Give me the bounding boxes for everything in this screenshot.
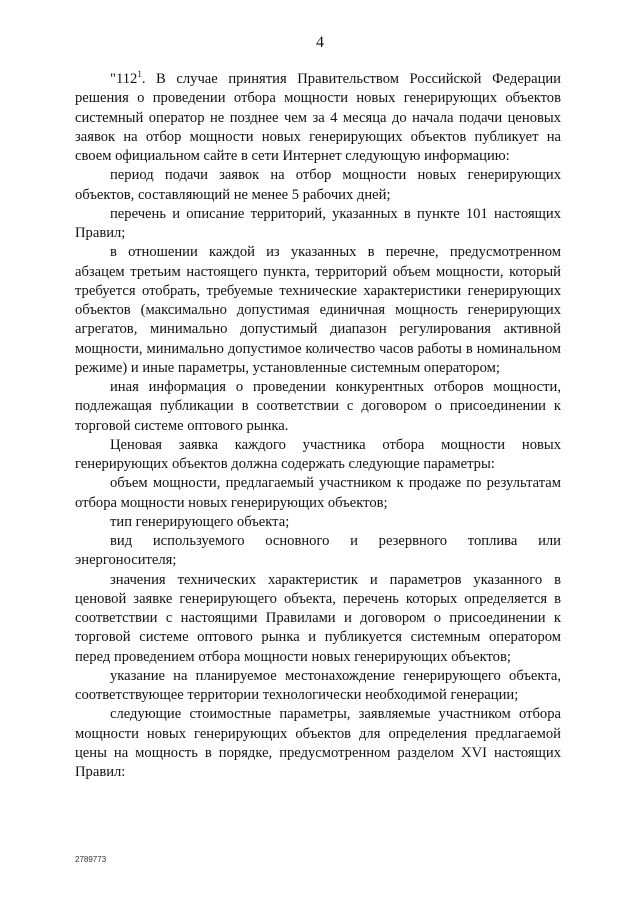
paragraph: вид используемого основного и резервного топлива или энергоносителя;	[75, 533, 561, 569]
paragraph: Ценовая заявка каждого участника отбора мощности новых генерирующих объектов должна содержать следующие параметры:	[75, 436, 561, 472]
paragraph: перечень и описание территорий, указанных в пункте 101 настоящих Правил;	[75, 205, 561, 241]
clause-superscript: 1	[137, 69, 142, 80]
paragraph: в отношении каждой из указанных в перечне, предусмотренном абзацем третьим настоящего пункта, территорий объем мощности, который требуется отобрать, требуемые технические характеристики генерирующих объектов (максимально допустимая единичная мощность генерирующих агрегатов, минимально допустимый диапазон регулирования активной мощности, минимально допустимое количество часов работы в номинальном режиме) и иные параметры, установленные системным оператором;	[75, 244, 561, 376]
paragraph: тип генерирующего объекта;	[110, 513, 290, 530]
document-body	[75, 70, 561, 782]
paragraph: иная информация о проведении конкурентных отборов мощности, подлежащая публикации в соответствии с договором о присоединении к торговой системе оптового рынка.	[75, 379, 561, 434]
paragraph: период подачи заявок на отбор мощности новых генерирующих объектов, составляющий не менее 5 рабочих дней;	[75, 167, 561, 203]
clause-number: "112	[110, 71, 138, 87]
paragraph-112-1	[75, 70, 561, 166]
paragraph: следующие стоимостные параметры, заявляемые участником отбора мощности новых генерирующих объектов для определения предлагаемой цены на мощность в порядке, предусмотренном разделом XVI настоящих Правил:	[75, 706, 561, 780]
paragraph: указание на планируемое местонахождение генерирующего объекта, соответствующее территории технологически необходимой генерации;	[75, 667, 561, 703]
page-number: 4	[316, 34, 324, 51]
paragraph: значения технических характеристик и параметров указанного в ценовой заявке генерирующего объекта, перечень которых определяется в соответствии с настоящими Правилами и договором о присоединении к торговой системе оптового рынка и публикуется системным оператором перед проведением отбора мощности новых генерирующих объектов;	[75, 571, 561, 665]
document-code: 2789773	[75, 855, 107, 864]
paragraph-text: . В случае принятия Правительством Российской Федерации решения о проведении отбора мощности новых генерирующих объектов системный оператор не позднее чем за 4 месяца до начала подачи ценовых заявок на отбор мощности новых генерирующих объектов публикует на своем официальном сайте в сети Интернет следующую информацию:	[75, 71, 561, 164]
paragraph: объем мощности, предлагаемый участником к продаже по результатам отбора мощности новых генерирующих объектов;	[75, 475, 561, 511]
